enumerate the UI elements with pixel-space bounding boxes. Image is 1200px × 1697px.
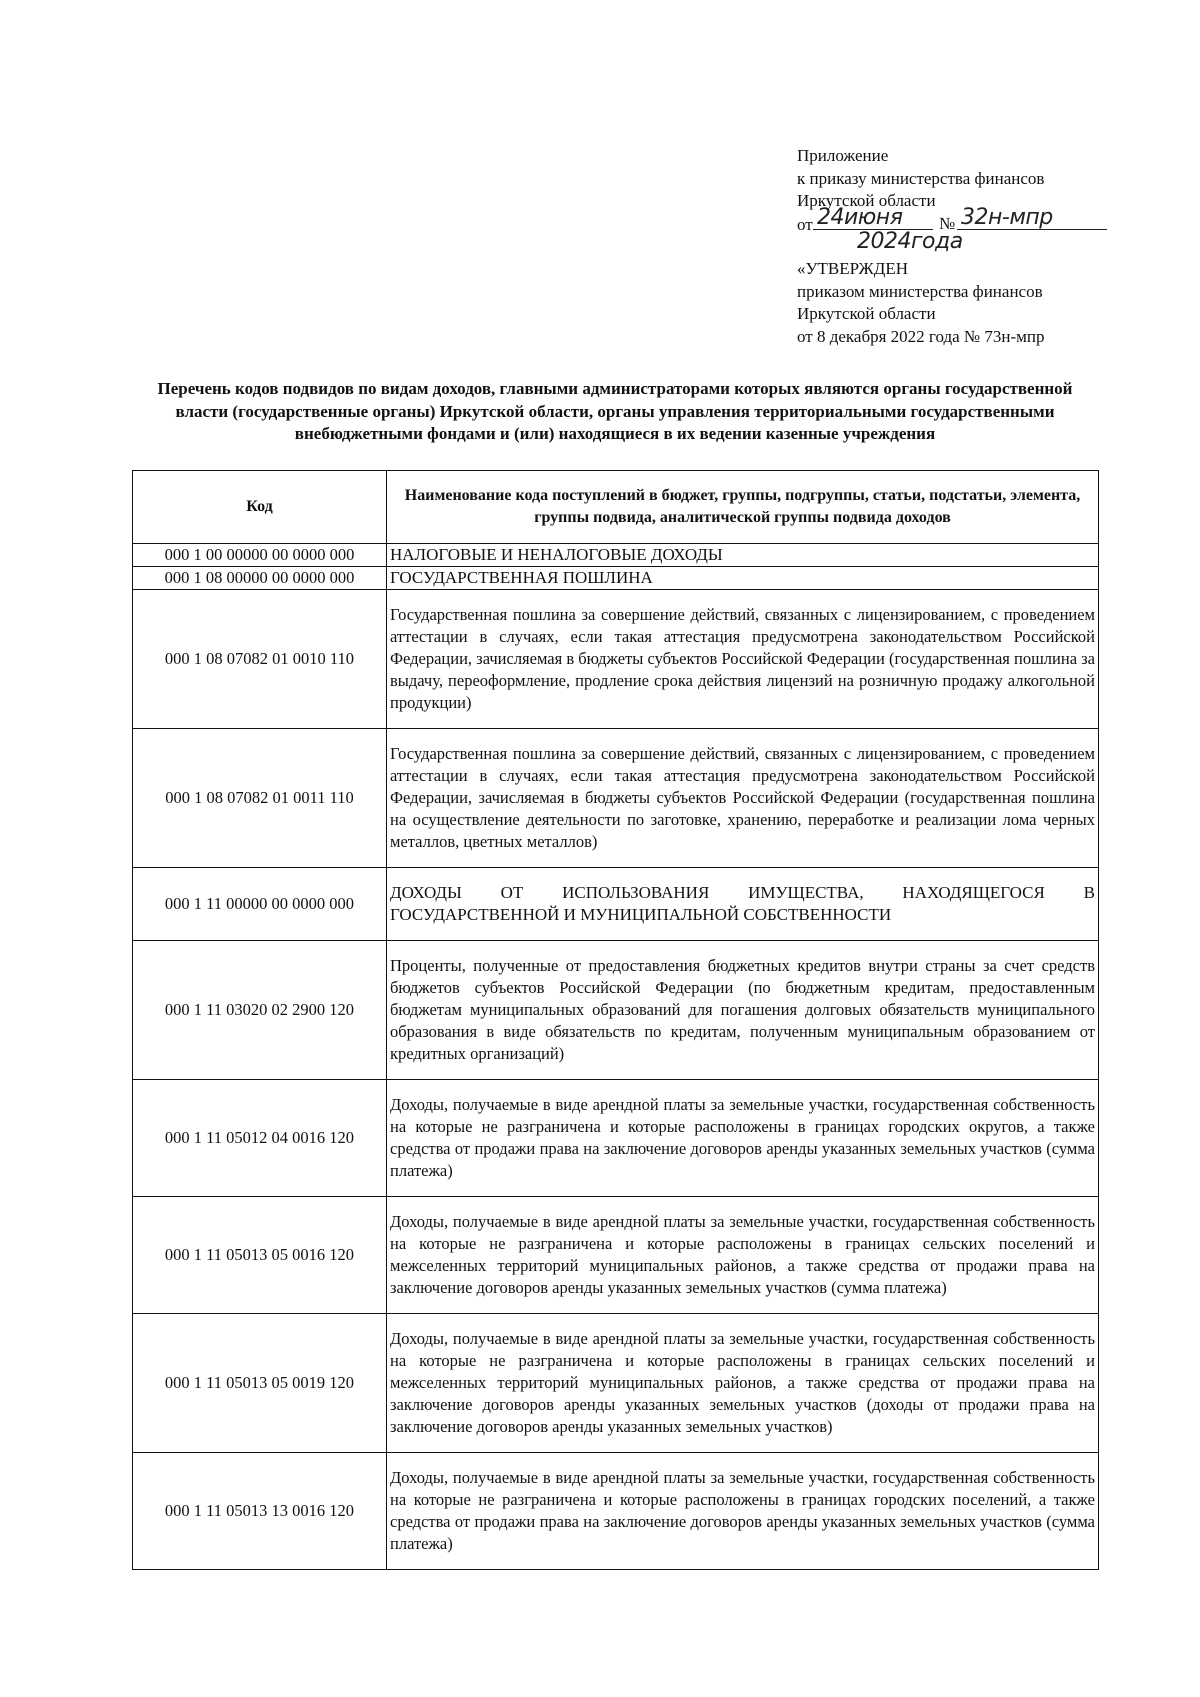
row-name: Доходы, получаемые в виде арендной платы за земельные участки, государственная собственность на которые не разграничена и которые расположены в границах городских округов, а также средства от продажи права на заключение договоров аренды указанных земельных участков (сумма платежа) [387, 1080, 1099, 1197]
table-row [133, 567, 1099, 590]
table-row [133, 1197, 1099, 1314]
table-row [133, 544, 1099, 567]
row-name: Государственная пошлина за совершение действий, связанных с лицензированием, с проведением аттестации в случаях, если такая аттестация предусмотрена законодательством Российской Федерации, зачисляемая в бюджеты субъектов Российской Федерации (государственная пошлина на осуществление деятельности по заготовке, хранению, переработке и реализации лома черных металлов, цветных металлов) [387, 729, 1099, 868]
appendix-label: Приложение [797, 146, 889, 165]
order-reference: к приказу министерства финансов [797, 168, 1045, 188]
row-name: Доходы, получаемые в виде арендной платы за земельные участки, государственная собственность на которые не разграничена и которые расположены в границах городских поселений, а также средства от продажи права на заключение договоров аренды указанных земельных участков (сумма платежа) [387, 1453, 1099, 1570]
row-name: Доходы, получаемые в виде арендной платы за земельные участки, государственная собственность на которые не разграничена и которые расположены в границах сельских поселений и межселенных территорий муниципальных районов, а также средства от продажи права на заключение договоров аренды указанных земельных участков (сумма платежа) [387, 1197, 1099, 1314]
row-code: 000 1 11 05013 05 0019 120 [133, 1314, 387, 1453]
document-title: Перечень кодов подвидов по видам доходов, главными администраторами которых являются органы государственной власти (государственные органы) Иркутской области, органы управления территориальными государственными внебюджетными фондами и (или) находящиеся в их ведении казенные учреждения [157, 379, 1073, 444]
row-code: 000 1 00 00000 00 0000 000 [133, 544, 387, 567]
row-code: 000 1 08 00000 00 0000 000 [133, 567, 387, 590]
row-name: НАЛОГОВЫЕ И НЕНАЛОГОВЫЕ ДОХОДЫ [387, 544, 1099, 567]
table-row [133, 729, 1099, 868]
row-name: ДОХОДЫ ОТ ИСПОЛЬЗОВАНИЯ ИМУЩЕСТВА, НАХОДЯЩЕГОСЯ В ГОСУДАРСТВЕННОЙ И МУНИЦИПАЛЬНОЙ СОБСТВЕННОСТИ [387, 868, 1099, 941]
handwritten-number: 32н-мпр [961, 204, 1053, 230]
row-code: 000 1 08 07082 01 0011 110 [133, 729, 387, 868]
handwritten-year-line [797, 229, 1157, 258]
approved-region: Иркутской области [797, 304, 936, 324]
row-code: 000 1 08 07082 01 0010 110 [133, 590, 387, 729]
row-name: Проценты, полученные от предоставления бюджетных кредитов внутри страны за счет средств бюджетов субъектов Российской Федерации (по бюджетным кредитам, предоставленным бюджетам муниципальных образований для погашения долговых обязательств муниципального образования в виде обязательств по кредитам, полученным муниципальным образованием от кредитных организаций) [387, 941, 1099, 1080]
table-row [133, 1314, 1099, 1453]
row-code: 000 1 11 05012 04 0016 120 [133, 1080, 387, 1197]
table-row [133, 868, 1099, 941]
table-row [133, 590, 1099, 729]
revenue-codes-table [132, 470, 1099, 1570]
row-code: 000 1 11 00000 00 0000 000 [133, 868, 387, 941]
approved-by: приказом министерства финансов [797, 281, 1043, 301]
row-code: 000 1 11 05013 05 0016 120 [133, 1197, 387, 1314]
handwritten-date: 24июня [817, 204, 903, 230]
row-name: Доходы, получаемые в виде арендной платы за земельные участки, государственная собственность на которые не разграничена и которые расположены в границах сельских поселений и межселенных территорий муниципальных районов, а также средства от продажи права на заключение договоров аренды указанных земельных участков (доходы от продажи права на заключение договоров аренды указанных земельных участков) [387, 1314, 1099, 1453]
column-header-name: Наименование кода поступлений в бюджет, группы, подгруппы, статьи, подстатьи, элемента, группы подвида, аналитической группы подвида доходов [387, 471, 1099, 544]
date-prefix: от [797, 214, 813, 234]
table-row [133, 1080, 1099, 1197]
row-name: Государственная пошлина за совершение действий, связанных с лицензированием, с проведением аттестации в случаях, если такая аттестация предусмотрена законодательством Российской Федерации, зачисляемая в бюджеты субъектов Российской Федерации (государственная пошлина за выдачу, переоформление, продление срока действия лицензий на розничную продажу алкогольной продукции) [387, 590, 1099, 729]
column-header-code: Код [133, 471, 387, 544]
approved-label: «УТВЕРЖДЕН [797, 258, 908, 278]
table-header-row [133, 471, 1099, 544]
row-code: 000 1 11 05013 13 0016 120 [133, 1453, 387, 1570]
appendix-header [797, 145, 1157, 348]
handwritten-year: 2024года [857, 229, 963, 255]
order-date-number-line [797, 204, 1157, 236]
table-row [133, 1453, 1099, 1570]
number-prefix: № [939, 213, 956, 233]
table-row [133, 941, 1099, 1080]
approved-date: от 8 декабря 2022 года № 73н-мпр [797, 326, 1045, 346]
region-name: Иркутской области [797, 191, 936, 211]
row-code: 000 1 11 03020 02 2900 120 [133, 941, 387, 1080]
row-name: ГОСУДАРСТВЕННАЯ ПОШЛИНА [387, 567, 1099, 590]
